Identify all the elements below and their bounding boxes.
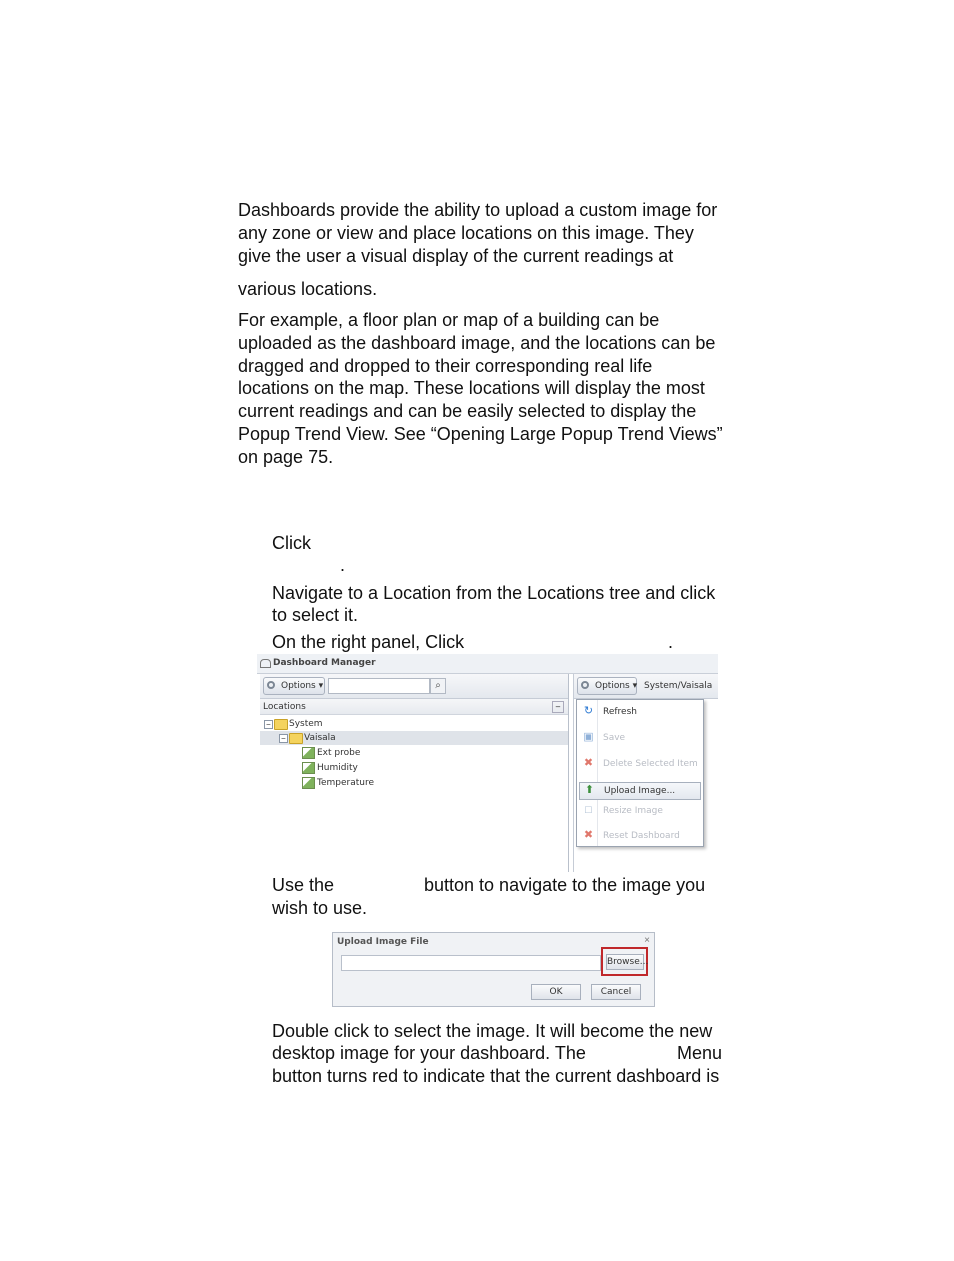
tree-node-system[interactable] (260, 717, 568, 731)
menu-item-label: Refresh (603, 707, 637, 717)
dashboard-manager-title: Dashboard Manager (273, 658, 376, 668)
dashboard-manager-titlebar (257, 654, 718, 674)
step-5-line-2b: Menu (677, 1043, 723, 1063)
dashboard-icon (260, 659, 271, 668)
intro-line-3: give the user a visual display of the current readings at (238, 246, 674, 266)
menu-item-label: Resize Image (603, 806, 663, 816)
tree-node-vaisala[interactable] (260, 731, 568, 745)
browse-button[interactable]: Browse... (606, 954, 644, 970)
options-menu (576, 699, 704, 847)
menu-item-upload-image[interactable] (579, 782, 701, 800)
search-icon[interactable]: ⌕ (430, 678, 446, 694)
example-line-6: Popup Trend View. See “Opening Large Popup Trend Views” (238, 424, 723, 444)
intro-line-1: Dashboards provide the ability to upload a custom image for (238, 200, 718, 220)
tree-node-humidity[interactable] (260, 761, 568, 775)
dashboard-panel (573, 674, 718, 872)
step-1-period: . (340, 555, 346, 575)
folder-icon (274, 719, 288, 730)
locations-header (260, 699, 568, 715)
gear-icon (581, 681, 589, 689)
step-4-line-2: wish to use. (272, 898, 368, 918)
expand-icon[interactable]: – (264, 720, 273, 729)
menu-item-label: Delete Selected Item (603, 759, 698, 769)
locations-toolbar (260, 674, 568, 699)
locations-header-label: Locations (263, 702, 306, 712)
cancel-button[interactable]: Cancel (591, 984, 641, 1000)
browse-highlight (601, 947, 648, 976)
chart-icon (302, 747, 315, 759)
step-3-text: On the right panel, Click (272, 632, 465, 652)
dialog-title: Upload Image File (337, 937, 429, 947)
step-3-period: . (668, 632, 674, 652)
tree-node-label: Vaisala (304, 733, 336, 743)
tree-node-label: System (289, 719, 323, 729)
intro-line-4: various locations. (238, 279, 378, 299)
intro-line-2: any zone or view and place locations on this image. They (238, 223, 694, 243)
refresh-icon: ↻ (583, 705, 594, 717)
example-line-2: uploaded as the dashboard image, and the locations can be (238, 333, 716, 353)
step-5-line-3: button turns red to indicate that the current dashboard is (272, 1066, 720, 1086)
example-line-4: locations on the map. These locations will display the most (238, 378, 705, 398)
menu-item-label: Reset Dashboard (603, 831, 680, 841)
left-options-label: Options ▾ (281, 681, 324, 691)
step-5-line-1: Double click to select the image. It will become the new (272, 1021, 713, 1041)
dashboard-manager-screenshot (257, 654, 718, 872)
step-5-line-2a: desktop image for your dashboard. The (272, 1043, 586, 1063)
menu-icon-stripe (597, 700, 598, 846)
menu-item-label: Save (603, 733, 626, 743)
menu-item-reset-dashboard[interactable] (579, 828, 699, 844)
right-options-label: Options ▾ (595, 681, 638, 691)
collapse-icon[interactable]: – (552, 701, 564, 713)
save-icon: ▣ (583, 731, 594, 743)
chart-icon (302, 777, 315, 789)
location-search-input[interactable] (328, 678, 430, 694)
reset-icon: ✖ (583, 829, 594, 841)
tree-node-label: Ext probe (317, 748, 361, 758)
menu-item-save[interactable] (579, 730, 699, 746)
step-4-text-a: Use the (272, 875, 335, 895)
close-icon[interactable]: × (644, 935, 650, 946)
expand-icon[interactable]: – (279, 734, 288, 743)
step-2-line-2: to select it. (272, 605, 359, 625)
gear-icon (267, 681, 275, 689)
breadcrumb: System/Vaisala (644, 681, 713, 691)
step-2-line-1: Navigate to a Location from the Locations tree and click (272, 583, 716, 603)
dashboard-toolbar (574, 674, 718, 699)
file-path-field[interactable] (341, 955, 601, 971)
folder-icon (289, 733, 303, 744)
menu-item-refresh[interactable] (579, 704, 699, 720)
example-line-5: current readings and can be easily selected to display the (238, 401, 697, 421)
locations-panel (260, 674, 569, 872)
example-line-1: For example, a floor plan or map of a building can be (238, 310, 660, 330)
upload-image-dialog (332, 932, 655, 1007)
example-line-3: dragged and dropped to their corresponding real life (238, 356, 653, 376)
menu-item-resize-image[interactable] (579, 803, 699, 819)
resize-icon: □ (585, 804, 592, 816)
menu-item-label: Upload Image... (604, 786, 676, 796)
example-line-7: on page 75. (238, 447, 334, 467)
upload-icon: ⬆ (584, 784, 595, 796)
delete-icon: ✖ (583, 757, 594, 769)
right-options-button[interactable] (577, 677, 637, 695)
step-1-text: Click (272, 533, 311, 553)
menu-item-delete-selected[interactable] (579, 756, 699, 772)
chart-icon (302, 762, 315, 774)
tree-node-label: Temperature (317, 778, 375, 788)
ok-button[interactable]: OK (531, 984, 581, 1000)
step-4-text-b: button to navigate to the image you (424, 875, 706, 895)
tree-node-ext-probe[interactable] (260, 746, 568, 760)
left-options-button[interactable] (263, 677, 325, 695)
tree-node-temperature[interactable] (260, 776, 568, 790)
tree-node-label: Humidity (317, 763, 358, 773)
